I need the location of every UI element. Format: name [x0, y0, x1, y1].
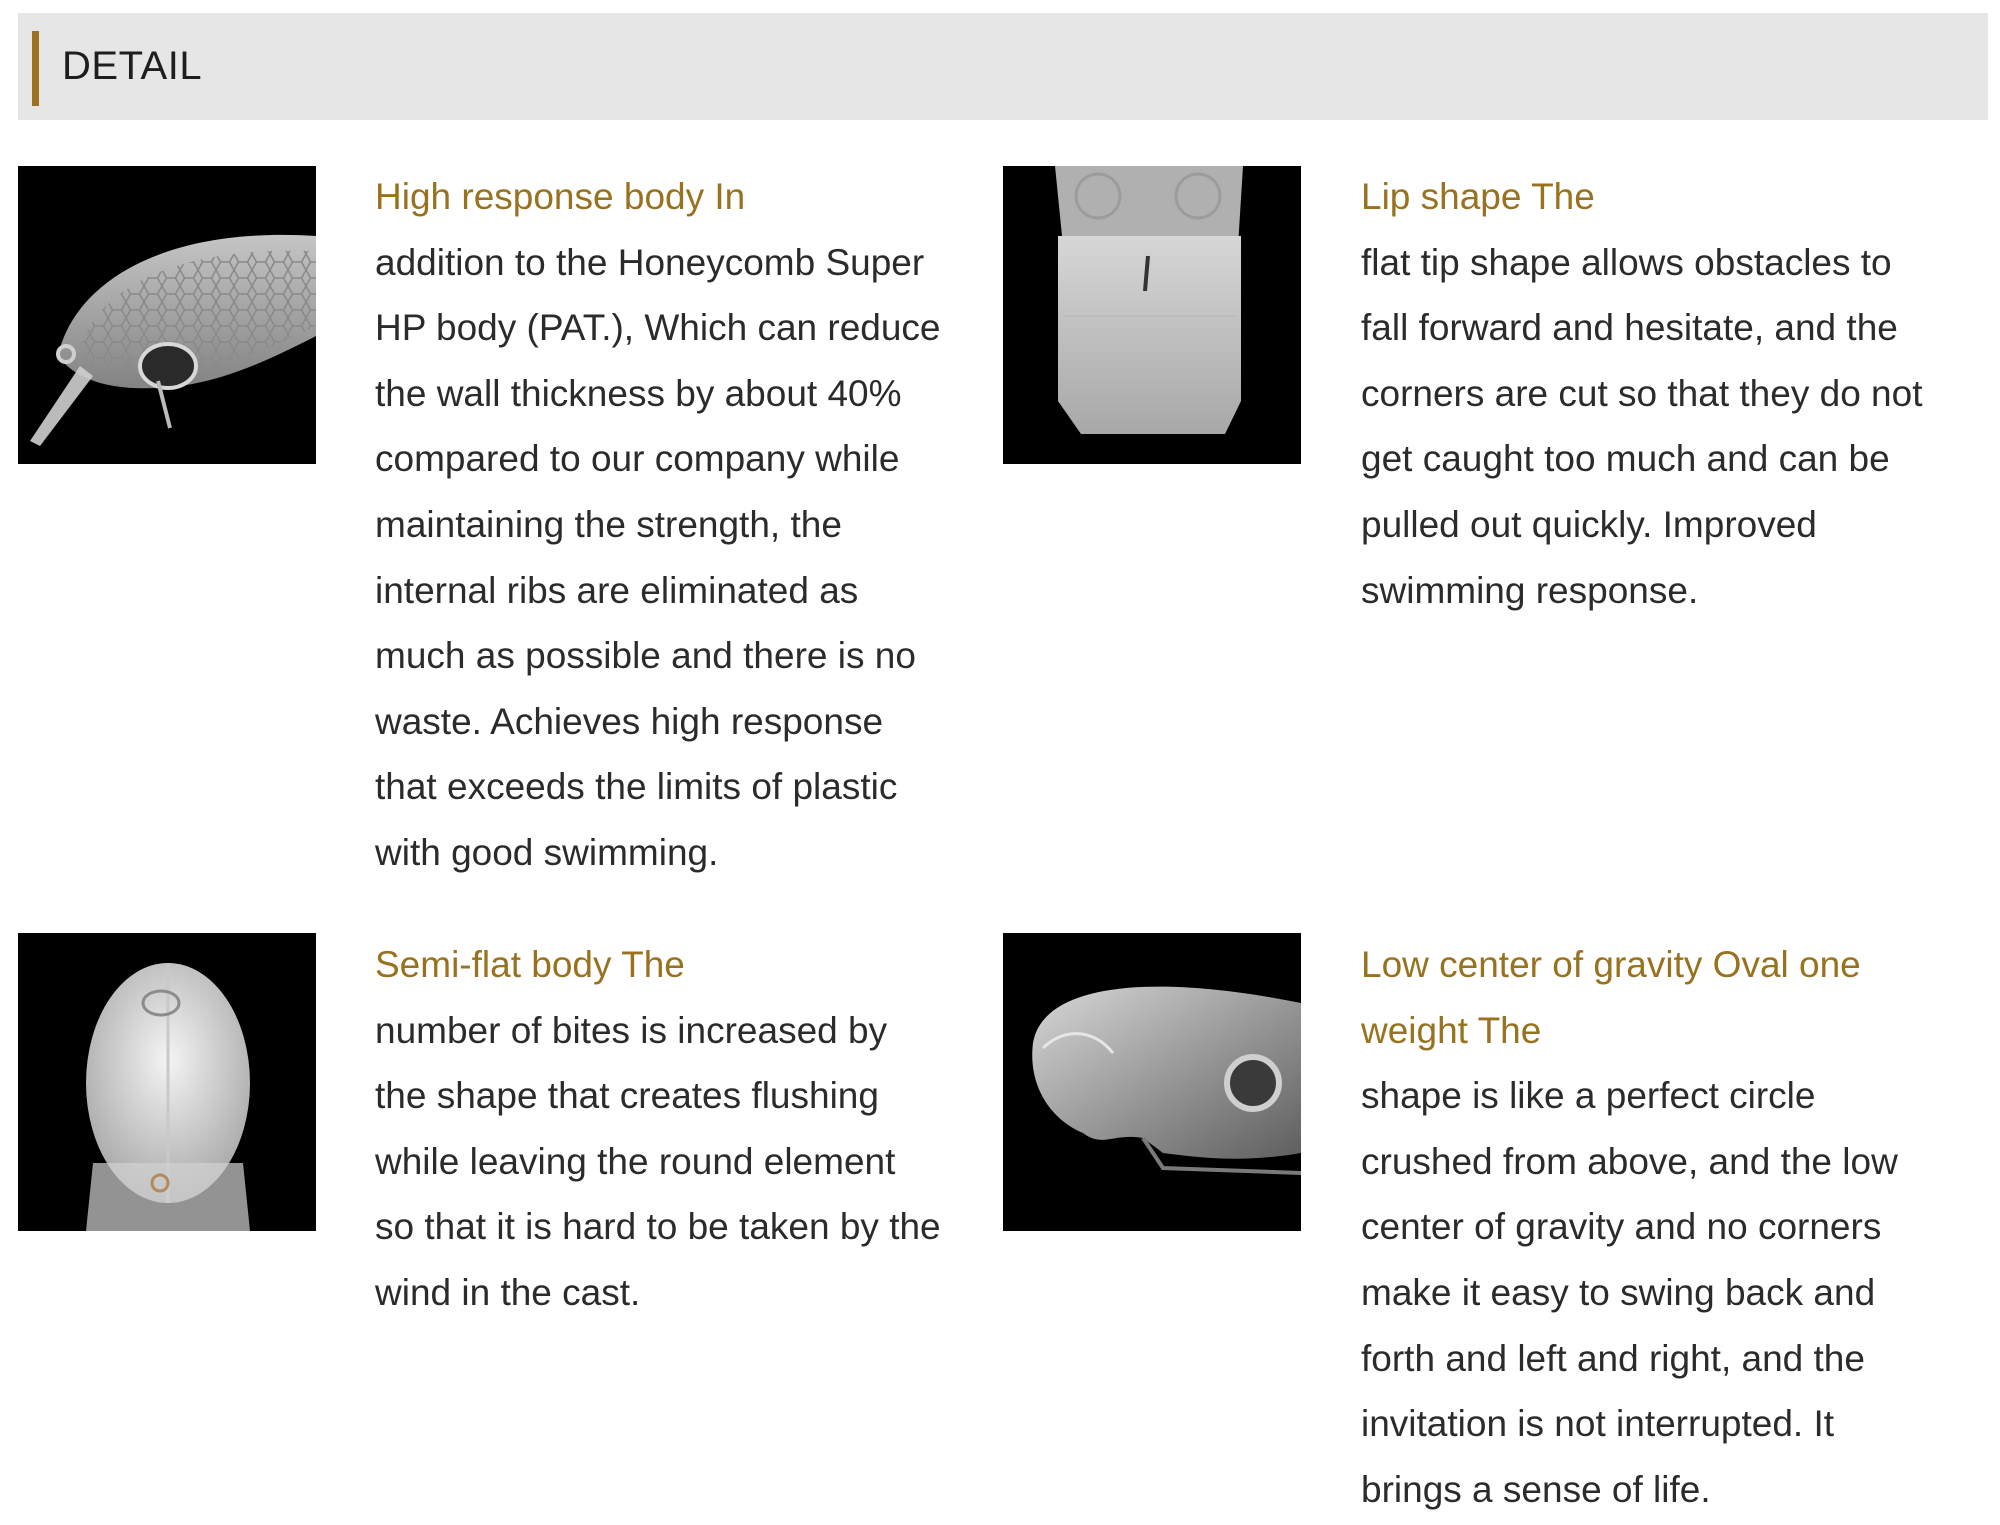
feature-title: Low center of gravity Oval one — [1361, 944, 1861, 985]
feature-body-line: make it easy to swing back and — [1361, 1271, 1876, 1313]
feature-body-line: pulled out quickly. Improved — [1361, 503, 1817, 545]
feature-body-line: brings a sense of life. — [1361, 1468, 1711, 1510]
feature-body-line: shape is like a perfect circle — [1361, 1075, 1816, 1117]
feature-body-line: get caught too much and can be — [1361, 438, 1890, 480]
feature-body-line: with good swimming. — [375, 831, 719, 873]
feature-body-line: flat tip shape allows obstacles to — [1361, 241, 1892, 283]
lure-lip-image — [1003, 166, 1301, 464]
feature-title: weight The — [1361, 1009, 1542, 1051]
feature-body-line: the shape that creates flushing — [375, 1075, 879, 1117]
feature-body-line: HP body (PAT.), Which can reduce — [375, 307, 941, 349]
feature-body-line: internal ribs are eliminated as — [375, 569, 859, 611]
feature-title: Semi-flat body The — [375, 944, 685, 985]
feature-body-line: waste. Achieves high response — [375, 700, 884, 742]
feature-text — [1361, 932, 1898, 1522]
feature-body-line: crushed from above, and the low — [1361, 1140, 1898, 1182]
feature-body-line: that exceeds the limits of plastic — [375, 766, 898, 808]
lure-body-honeycomb-image — [18, 166, 316, 464]
oval-weight-image — [1003, 933, 1301, 1231]
feature-body-line: swimming response. — [1361, 569, 1699, 611]
feature-body-line: so that it is hard to be taken by the — [375, 1206, 941, 1248]
feature-title: High response body In — [375, 176, 746, 217]
feature-body-line: compared to our company while — [375, 438, 900, 480]
feature-text — [375, 932, 941, 1326]
feature-body-line: wind in the cast. — [375, 1271, 641, 1313]
feature-body-line: forth and left and right, and the — [1361, 1337, 1865, 1379]
header-accent-bar — [32, 31, 39, 106]
feature-body-line: invitation is not interrupted. It — [1361, 1403, 1835, 1445]
feature-text — [375, 164, 941, 886]
lure-semi-flat-body-image — [18, 933, 316, 1231]
feature-body-line: while leaving the round element — [375, 1140, 896, 1182]
section-title: DETAIL — [62, 44, 203, 88]
feature-title: Lip shape The — [1361, 176, 1595, 217]
feature-body-line: number of bites is increased by — [375, 1009, 888, 1051]
feature-text — [1361, 164, 1923, 623]
feature-body-line: center of gravity and no corners — [1361, 1206, 1882, 1248]
feature-body-line: fall forward and hesitate, and the — [1361, 307, 1898, 349]
feature-body-line: much as possible and there is no — [375, 635, 916, 677]
feature-body-line: the wall thickness by about 40% — [375, 372, 902, 414]
feature-body-line: corners are cut so that they do not — [1361, 372, 1923, 414]
feature-body-line: addition to the Honeycomb Super — [375, 241, 925, 283]
section-header — [18, 13, 1988, 120]
feature-body-line: maintaining the strength, the — [375, 503, 842, 545]
